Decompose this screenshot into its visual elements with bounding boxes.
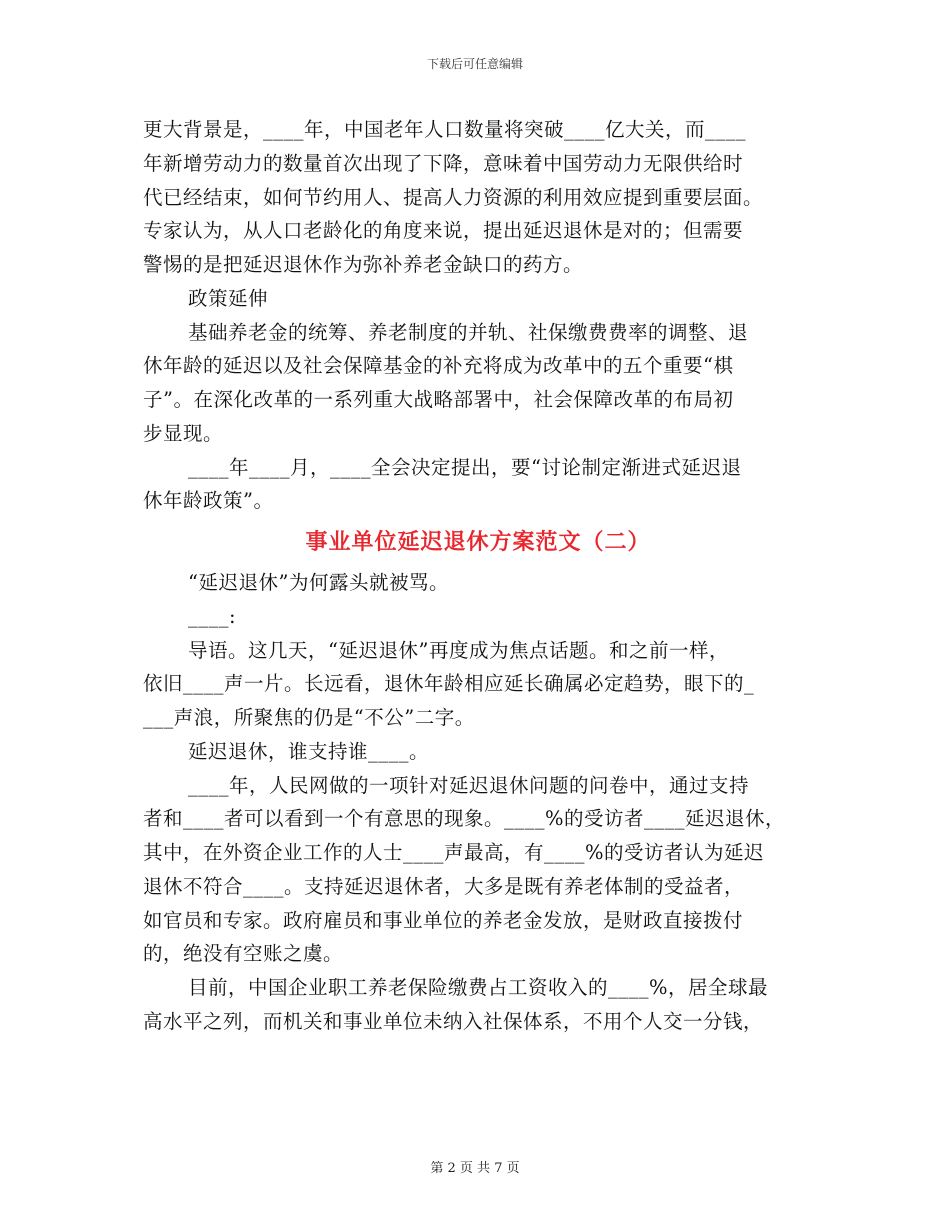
text-line: 的，绝没有空账之虞。: [143, 942, 344, 966]
text-line: 延迟退休，谁支持谁____。: [188, 739, 430, 763]
text-line: 导语。这几天，“延迟退休”再度成为焦点话题。和之前一样，: [188, 638, 729, 662]
text-line: 其中，在外资企业工作的人士____声最高，有____%的受访者认为延迟: [143, 841, 765, 864]
text-line: 休年龄政策”。: [143, 489, 274, 513]
text-line: “延迟退休”为何露头就被骂。: [188, 571, 449, 594]
text-line: 专家认为，从人口老龄化的角度来说，提出延迟退休是对的；但需要: [143, 219, 744, 243]
text-line: ____年____月，____全会决定提出，要“讨论制定渐进式延迟退: [188, 455, 742, 479]
text-line: 步显现。: [143, 421, 224, 445]
text-line: 高水平之列，而机关和事业单位未纳入社保体系，不用个人交一分钱，: [143, 1009, 764, 1033]
text-line: 代已经结束，如何节约用人、提高人力资源的利用效应提到重要层面。: [143, 185, 764, 209]
section-two-text: [143, 566, 813, 1039]
text-line: 更大背景是，____年，中国老年人口数量将突破____亿大关，而____: [143, 118, 747, 141]
text-line: 基础养老金的统筹、养老制度的并轨、社保缴费费率的调整、退: [188, 320, 749, 344]
text-line: 年新增劳动力的数量首次出现了下降，意味着中国劳动力无限供给时: [143, 151, 744, 175]
text-line: 休年龄的延迟以及社会保障基金的补充将成为改革中的五个重要“棋: [143, 354, 734, 378]
text-line: ____年，人民网做的一项针对延迟退休问题的问卷中，通过支持: [188, 773, 750, 797]
text-line: ___声浪，所聚焦的仍是“不公”二字。: [143, 706, 475, 729]
text-line: ____:: [188, 604, 237, 628]
page-footer: 第 2 页 共 7 页: [430, 1161, 520, 1176]
text-line: 子”。在深化改革的一系列重大战略部署中，社会保障改革的布局初: [143, 388, 734, 411]
text-line: 如官员和专家。政府雇员和事业单位的养老金发放，是财政直接拨付: [143, 908, 744, 932]
page-header: 下载后可任意编辑: [426, 57, 523, 71]
section-heading: 事业单位延迟退休方案范文（二）: [305, 529, 651, 555]
section-one-text: [143, 113, 813, 518]
text-line: 依旧____声一片。长远看，退休年龄相应延长确属必定趋势，眼下的_: [143, 672, 755, 696]
text-line: 政策延伸: [188, 286, 269, 310]
text-line: 目前，中国企业职工养老保险缴费占工资收入的____%，居全球最: [188, 976, 769, 999]
text-line: 警惕的是把延迟退休作为弥补养老金缺口的药方。: [143, 253, 584, 276]
text-line: 者和____者可以看到一个有意思的现象。____%的受访者____延迟退休，: [143, 807, 786, 831]
document-body: [143, 113, 813, 1039]
text-line: 退休不符合____。支持延迟退休者，大多是既有养老体制的受益者，: [143, 874, 745, 898]
